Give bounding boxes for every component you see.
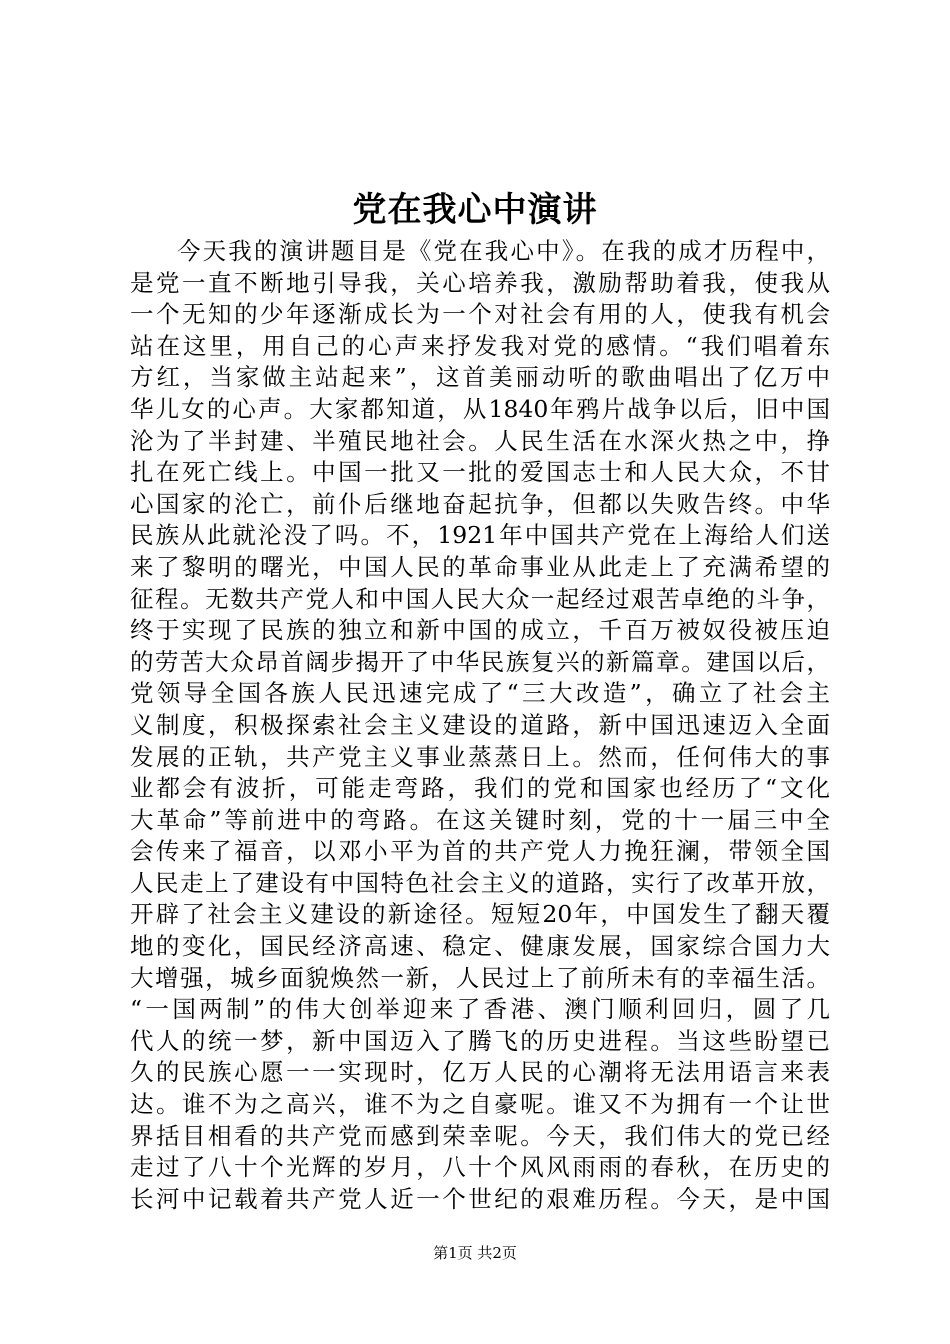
body-line: 界括目相看的共产党而感到荣幸呢。今天，我们伟大的党已经 — [130, 1121, 830, 1150]
body-line: 开辟了社会主义建设的新途径。短短20年，中国发生了翻天覆 — [130, 900, 830, 929]
body-line: 沦为了半封建、半殖民地社会。人民生活在水深火热之中，挣 — [130, 426, 830, 455]
body-line: 大增强，城乡面貌焕然一新，人民过上了前所未有的幸福生活。 — [130, 963, 830, 992]
body-line: 华儿女的心声。大家都知道，从1840年鸦片战争以后，旧中国 — [130, 394, 830, 423]
document-title: 党在我心中演讲 — [352, 190, 598, 230]
body-line: 扎在死亡线上。中国一批又一批的爱国志士和人民大众，不甘 — [130, 458, 830, 487]
body-line: 心国家的沦亡，前仆后继地奋起抗争，但都以失败告终。中华 — [130, 489, 830, 518]
body-line: 地的变化，国民经济高速、稳定、健康发展，国家综合国力大 — [130, 932, 830, 961]
body-line: 代人的统一梦，新中国迈入了腾飞的历史进程。当这些盼望已 — [130, 1026, 830, 1055]
page-number-footer: 第1页 共2页 — [433, 1244, 517, 1262]
body-line: 站在这里，用自己的心声来抒发我对党的感情。“我们唱着东 — [130, 331, 830, 360]
body-line: 义制度，积极探索社会主义建设的道路，新中国迅速迈入全面 — [130, 710, 830, 739]
body-line: 发展的正轨，共产党主义事业蒸蒸日上。然而，任何伟大的事 — [130, 742, 830, 771]
body-line: “一国两制”的伟大创举迎来了香港、澳门顺利回归，圆了几 — [130, 995, 830, 1024]
body-line: 党领导全国各族人民迅速完成了“三大改造”，确立了社会主 — [130, 679, 830, 708]
body-line: 方红，当家做主站起来”，这首美丽动听的歌曲唱出了亿万中 — [130, 363, 830, 392]
body-line: 业都会有波折，可能走弯路，我们的党和国家也经历了“文化 — [130, 774, 830, 803]
body-line: 一个无知的少年逐渐成长为一个对社会有用的人，使我有机会 — [130, 300, 830, 329]
body-line: 民族从此就沦没了吗。不，1921年中国共产党在上海给人们送 — [130, 521, 830, 550]
body-line: 来了黎明的曙光，中国人民的革命事业从此走上了充满希望的 — [130, 552, 830, 581]
body-line: 今天我的演讲题目是《党在我心中》。在我的成才历程中， — [177, 237, 830, 265]
body-line: 终于实现了民族的独立和新中国的成立，千百万被奴役被压迫 — [130, 616, 830, 645]
body-line: 大革命”等前进中的弯路。在这关键时刻，党的十一届三中全 — [130, 805, 830, 834]
document-body — [130, 236, 830, 1215]
body-line: 的劳苦大众昂首阔步揭开了中华民族复兴的新篇章。建国以后， — [130, 647, 830, 676]
body-line: 长河中记载着共产党人近一个世纪的艰难历程。今天，是中国 — [130, 1184, 830, 1213]
body-line: 人民走上了建设有中国特色社会主义的道路，实行了改革开放， — [130, 868, 830, 897]
body-line: 会传来了福音，以邓小平为首的共产党人力挽狂澜，带领全国 — [130, 837, 830, 866]
body-line: 征程。无数共产党人和中国人民大众一起经过艰苦卓绝的斗争， — [130, 584, 830, 613]
body-line: 达。谁不为之高兴，谁不为之自豪呢。谁又不为拥有一个让世 — [130, 1090, 830, 1119]
body-line: 是党一直不断地引导我，关心培养我，激励帮助着我，使我从 — [130, 268, 830, 297]
body-line: 走过了八十个光辉的岁月，八十个风风雨雨的春秋，在历史的 — [130, 1153, 830, 1182]
body-line: 久的民族心愿一一实现时，亿万人民的心潮将无法用语言来表 — [130, 1058, 830, 1087]
